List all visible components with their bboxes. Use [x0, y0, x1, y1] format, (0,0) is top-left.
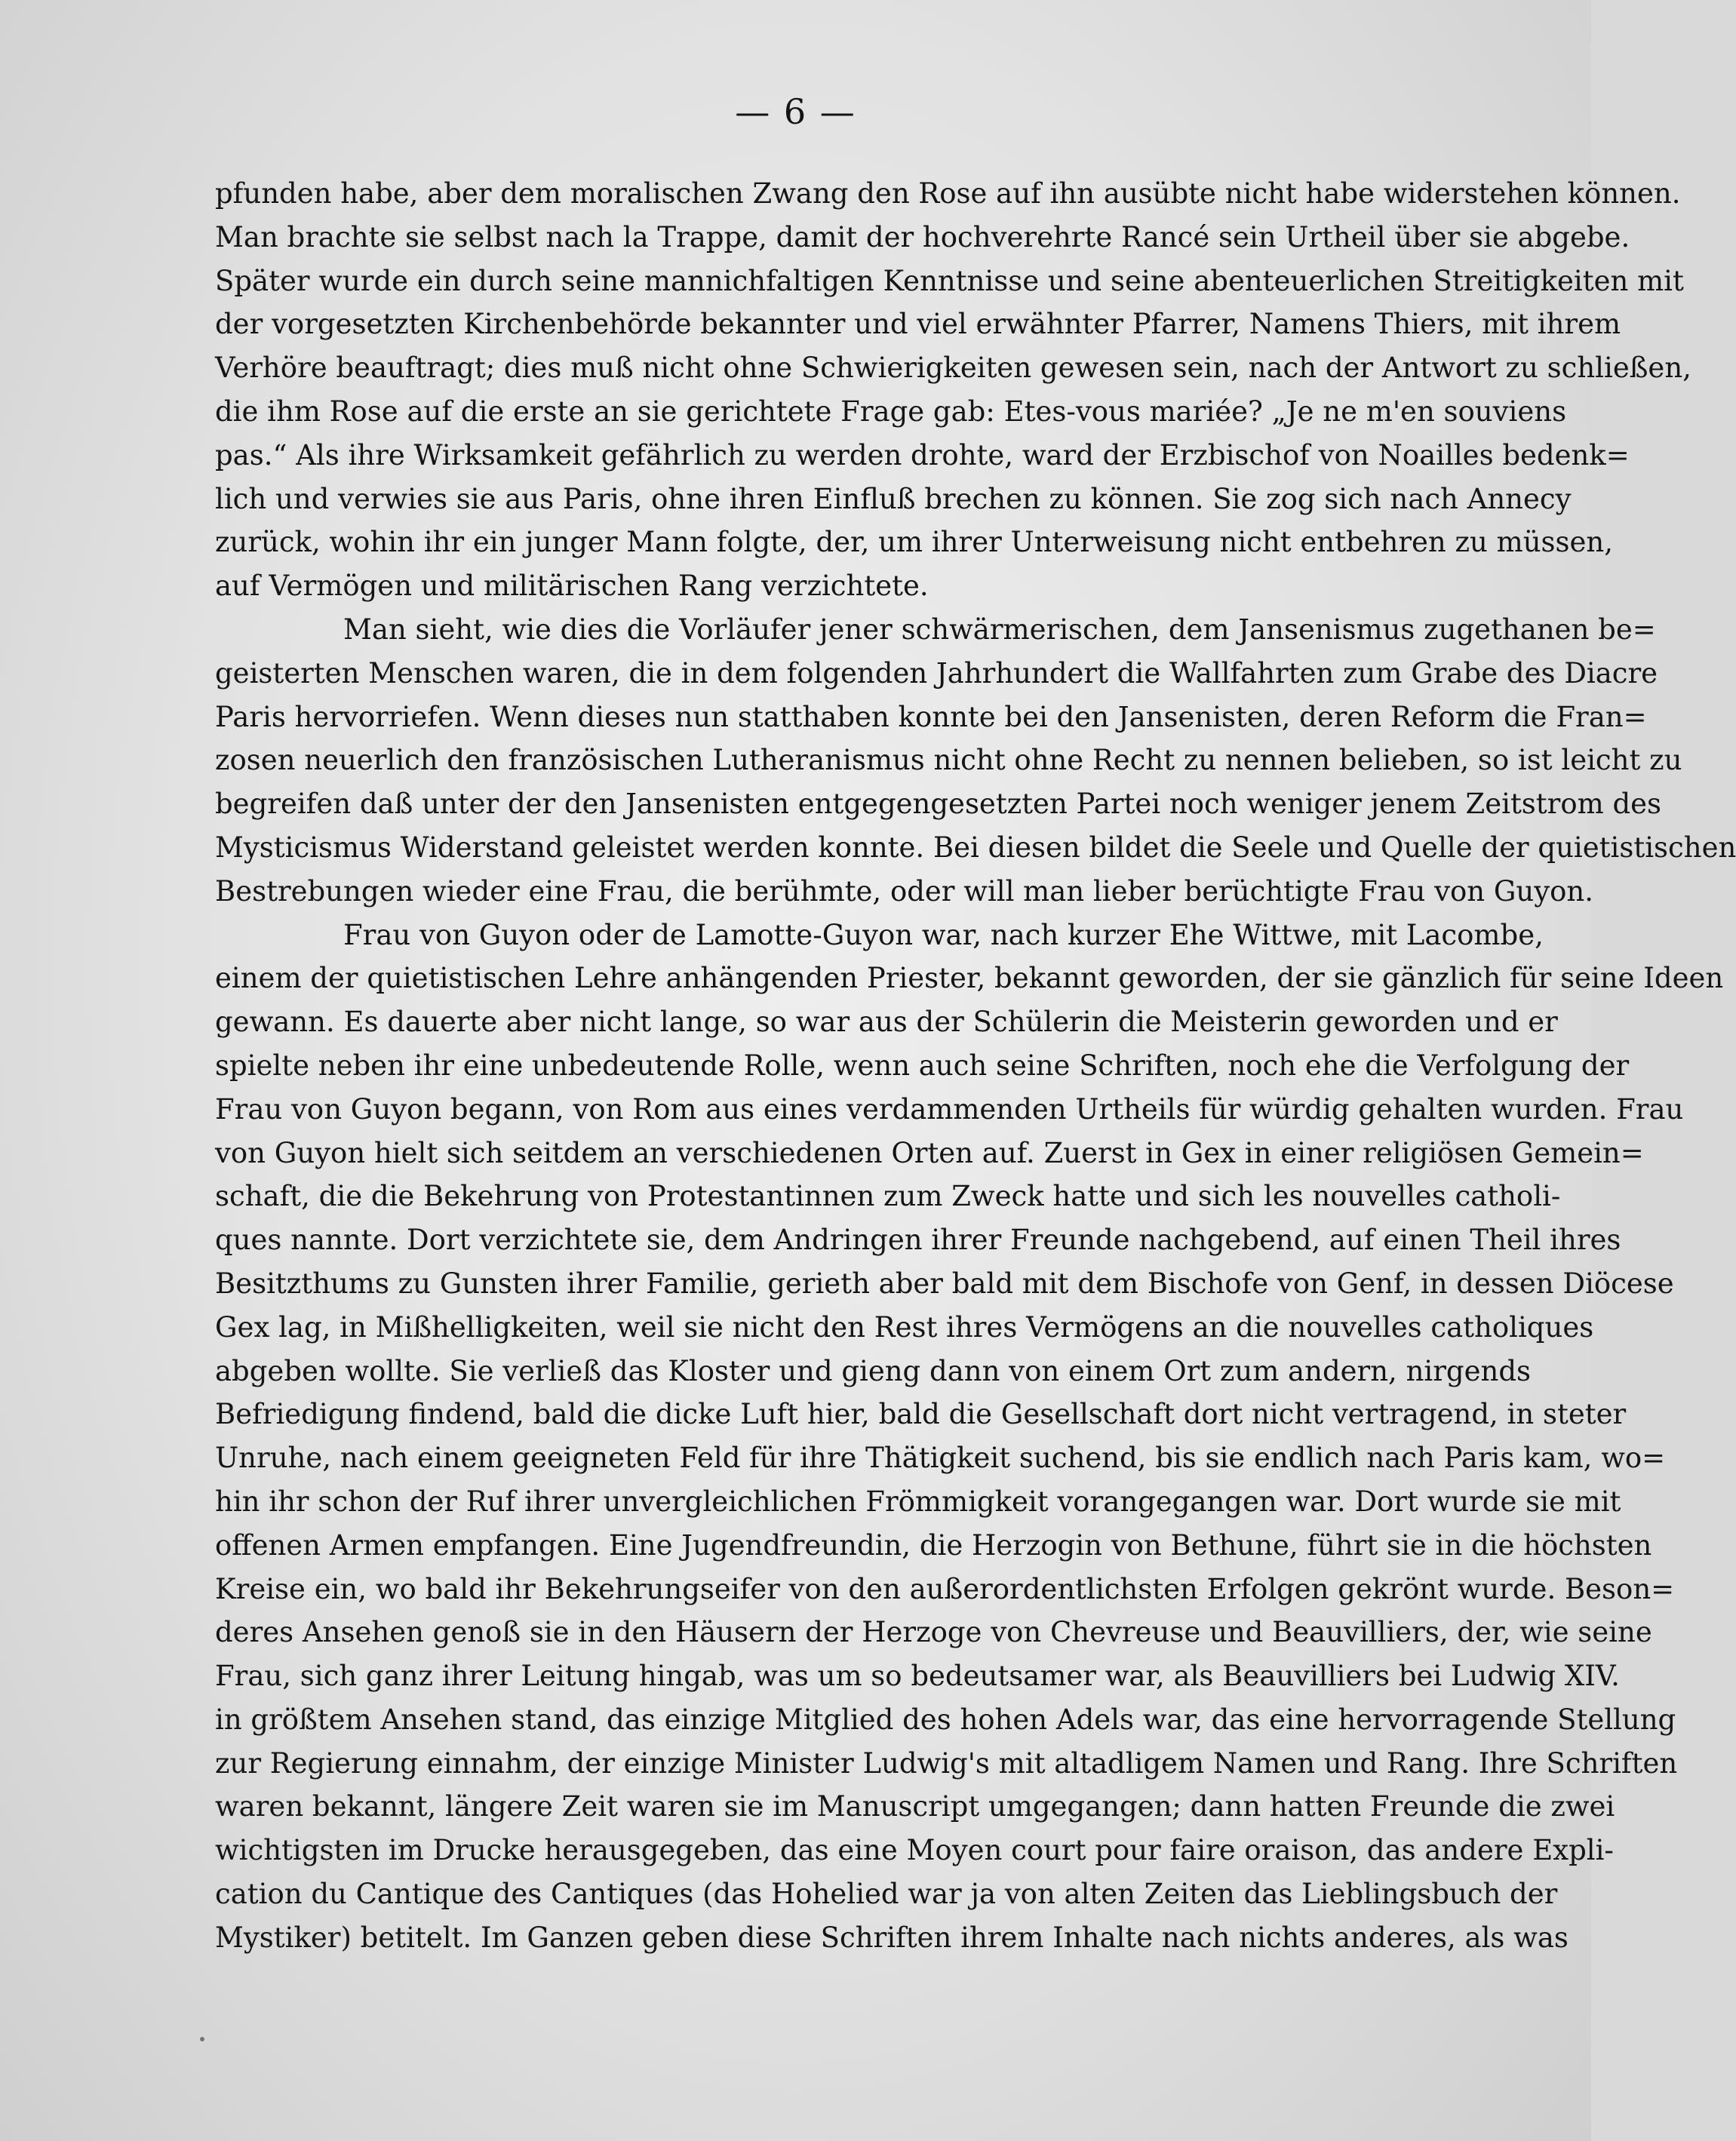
text-line: begreifen daß unter der den Jansenisten entgegengesetzten Partei noch weniger jenem Zeitstrom des — [215, 788, 1662, 821]
text-line: Bestrebungen wieder eine Frau, die berühmte, oder will man lieber berüchtigte Frau von Guyon. — [215, 874, 1594, 908]
text-line: Paris hervorriefen. Wenn dieses nun statthaben konnte bei den Jansenisten, deren Reform die Fran= — [215, 700, 1647, 733]
text-line: Befriedigung findend, bald die dicke Luft hier, bald die Gesellschaft dort nicht vertragend, in steter — [215, 1398, 1627, 1431]
text-line: schaft, die die Bekehrung von Protestantinnen zum Zweck hatte und sich les nouvelles catholi- — [215, 1180, 1561, 1213]
paragraph-first-line: Man sieht, wie dies die Vorläufer jener schwärmerischen, dem Jansenismus zugethanen be= — [343, 613, 1656, 646]
text-line: Gex lag, in Mißhelligkeiten, weil sie nicht den Rest ihres Vermögens an die nouvelles catholiques — [215, 1310, 1594, 1344]
text-line: abgeben wollte. Sie verließ das Kloster und gieng dann von einem Ort zum andern, nirgends — [215, 1354, 1532, 1387]
text-line: zosen neuerlich den französischen Lutheranismus nicht ohne Recht zu nennen belieben, so ist leicht zu — [215, 744, 1682, 777]
text-line: zurück, wohin ihr ein junger Mann folgte, der, um ihrer Unterweisung nicht entbehren zu müssen, — [215, 526, 1613, 559]
text-line: Verhöre beauftragt; dies muß nicht ohne Schwierigkeiten gewesen sein, nach der Antwort zu schließen, — [215, 352, 1691, 385]
text-line: gewann. Es dauerte aber nicht lange, so war aus der Schülerin die Meisterin geworden und er — [215, 1006, 1558, 1039]
text-line: Besitzthums zu Gunsten ihrer Familie, gerieth aber bald mit dem Bischofe von Genf, in dessen Diöcese — [215, 1267, 1674, 1300]
text-line: ques nannte. Dort verzichtete sie, dem Andringen ihrer Freunde nachgebend, auf einen Theil ihres — [215, 1224, 1621, 1257]
text-line: die ihm Rose auf die erste an sie gerichtete Frage gab: Etes-vous mariée? „Je ne m'en souviens — [215, 395, 1567, 428]
paper-speck — [200, 2037, 204, 2041]
text-line: geisterten Menschen waren, die in dem folgenden Jahrhundert die Wallfahrten zum Grabe des Diacre — [215, 656, 1658, 690]
text-line: Unruhe, nach einem geeigneten Feld für ihre Thätigkeit suchend, bis sie endlich nach Paris kam, wo= — [215, 1442, 1666, 1475]
text-line: offenen Armen empfangen. Eine Jugendfreundin, die Herzogin von Bethune, führt sie in die höchsten — [215, 1528, 1652, 1562]
body-text — [215, 172, 1736, 1960]
page-number: — 6 — — [735, 91, 856, 132]
text-line: auf Vermögen und militärischen Rang verzichtete. — [215, 570, 929, 603]
text-line: der vorgesetzten Kirchenbehörde bekannter und viel erwähnter Pfarrer, Namens Thiers, mit ihrem — [215, 308, 1621, 341]
text-line: in größtem Ansehen stand, das einzige Mitglied des hohen Adels war, das eine hervorragende Stellung — [215, 1703, 1676, 1736]
text-line: waren bekannt, längere Zeit waren sie im Manuscript umgegangen; dann hatten Freunde die zwei — [215, 1790, 1615, 1823]
text-line: spielte neben ihr eine unbedeutende Rolle, wenn auch seine Schriften, noch ehe die Verfolgung der — [215, 1049, 1630, 1082]
text-line: Mystiker) betitelt. Im Ganzen geben diese Schriften ihrem Inhalte nach nichts anderes, als was — [215, 1921, 1569, 1954]
paragraph-first-line: Frau von Guyon oder de Lamotte-Guyon war, nach kurzer Ehe Wittwe, mit Lacombe, — [343, 918, 1544, 951]
text-line: deres Ansehen genoß sie in den Häusern der Herzoge von Chevreuse und Beauvilliers, der, wie seine — [215, 1616, 1652, 1649]
text-line: wichtigsten im Drucke herausgegeben, das eine Moyen court pour faire oraison, das andere Expli- — [215, 1834, 1614, 1867]
text-line: lich und verwies sie aus Paris, ohne ihren Einfluß brechen zu können. Sie zog sich nach Annecy — [215, 482, 1572, 515]
text-line: Mysticismus Widerstand geleistet werden konnte. Bei diesen bildet die Seele und Quelle der quietistischen — [215, 831, 1736, 864]
text-line: Kreise ein, wo bald ihr Bekehrungseifer von den außerordentlichsten Erfolgen gekrönt wurde. Beson= — [215, 1572, 1675, 1605]
text-line: Man brachte sie selbst nach la Trappe, damit der hochverehrte Rancé sein Urtheil über sie abgebe. — [215, 220, 1630, 253]
text-line: cation du Cantique des Cantiques (das Hohelied war ja von alten Zeiten das Lieblingsbuch der — [215, 1878, 1558, 1911]
text-line: hin ihr schon der Ruf ihrer unvergleichlichen Frömmigkeit vorangegangen war. Dort wurde sie mit — [215, 1485, 1621, 1518]
text-line: pas.“ Als ihre Wirksamkeit gefährlich zu werden drohte, ward der Erzbischof von Noailles bedenk= — [215, 438, 1630, 472]
text-line: einem der quietistischen Lehre anhängenden Priester, bekannt geworden, der sie gänzlich für seine Ideen — [215, 962, 1724, 995]
text-line: Frau, sich ganz ihrer Leitung hingab, was um so bedeutsamer war, als Beauvilliers bei Ludwig XIV. — [215, 1660, 1620, 1693]
text-line: zur Regierung einnahm, der einzige Minister Ludwig's mit altadligem Namen und Rang. Ihre Schriften — [215, 1746, 1678, 1780]
text-line: Frau von Guyon begann, von Rom aus eines verdammenden Urtheils für würdig gehalten wurden. Frau — [215, 1092, 1684, 1126]
text-line: von Guyon hielt sich seitdem an verschiedenen Orten auf. Zuerst in Gex in einer religiösen Gemein= — [215, 1136, 1644, 1169]
text-line: Später wurde ein durch seine mannichfaltigen Kenntnisse und seine abenteuerlichen Streitigkeiten mit — [215, 264, 1684, 297]
text-line: pfunden habe, aber dem moralischen Zwang den Rose auf ihn ausübte nicht habe widerstehen können. — [215, 177, 1681, 210]
